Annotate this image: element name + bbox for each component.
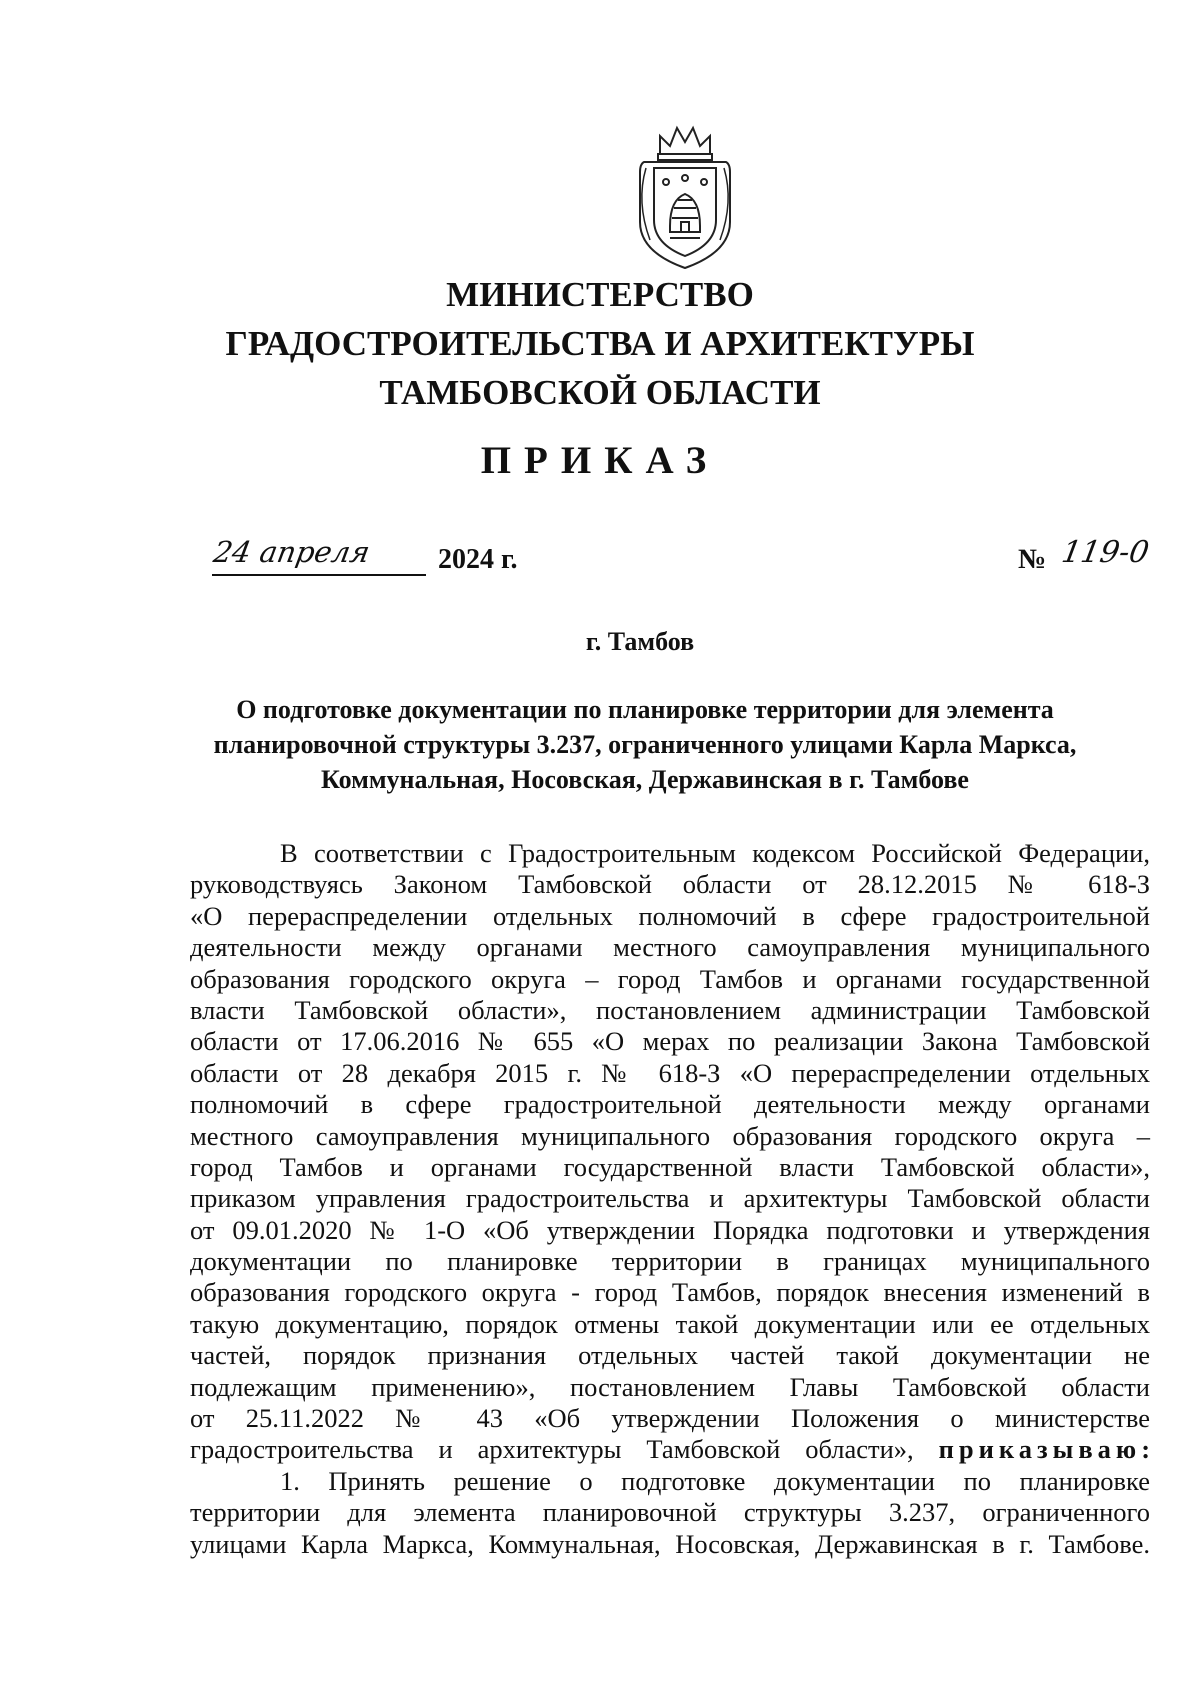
city-name: г. Тамбов: [585, 627, 695, 656]
body-line: местного самоуправления муниципального образования городского округа –: [190, 1120, 1150, 1151]
body-last-line-text: градостроительства и архитектуры Тамбовской области»,: [190, 1434, 914, 1465]
item-1-line: улицами Карла Маркса, Коммунальная, Носовская, Державинская в г. Тамбове.: [190, 1528, 1150, 1559]
body-line: приказом управления градостроительства и архитектуры Тамбовской области: [190, 1183, 1150, 1214]
body-line: частей, порядок признания отдельных частей такой документации не: [190, 1340, 1150, 1371]
body-line: полномочий в сфере градостроительной деятельности между органами: [190, 1089, 1150, 1120]
order-verb-emphasis: приказываю: [938, 1434, 1142, 1465]
body-line: от 09.01.2020 № 1-О «Об утверждении Порядка подготовки и утверждения: [190, 1214, 1150, 1245]
number-sign: №: [1018, 544, 1047, 575]
body-line: деятельности между органами местного самоуправления муниципального: [190, 932, 1150, 963]
tambov-coat-of-arms-icon: [630, 122, 740, 272]
document-type-title: ПРИКАЗ: [480, 439, 720, 482]
ministry-line-2: ГРАДОСТРОИТЕЛЬСТВА И АРХИТЕКТУРЫ: [225, 324, 975, 363]
date-underline: [212, 574, 426, 576]
order-body: [190, 838, 1150, 1560]
handwritten-number: 119-0: [1058, 535, 1152, 570]
item-1-line: 1. Принять решение о подготовке документации по планировке: [280, 1465, 1150, 1496]
subject-line: планировочной структуры 3.237, ограниченного улицами Карла Маркса,: [213, 730, 1077, 759]
subject-line: О подготовке документации по планировке территории для элемента: [236, 695, 1054, 724]
body-line: образования городского округа - город Тамбов, порядок внесения изменений в: [190, 1277, 1150, 1308]
body-line: образования городского округа – город Тамбов и органами государственной: [190, 963, 1150, 994]
body-line: город Тамбов и органами государственной власти Тамбовской области»,: [190, 1151, 1150, 1182]
body-line: области от 17.06.2016 № 655 «О мерах по реализации Закона Тамбовской: [190, 1026, 1150, 1057]
ministry-name: [150, 270, 1050, 417]
body-line: документации по планировке территории в границах муниципального: [190, 1246, 1150, 1277]
body-line: области от 28 декабря 2015 г. № 618-З «О перераспределении отдельных: [190, 1057, 1150, 1088]
ministry-line-3: ТАМБОВСКОЙ ОБЛАСТИ: [379, 373, 821, 412]
body-line: В соответствии с Градостроительным кодексом Российской Федерации,: [280, 838, 1150, 868]
body-line: такую документацию, порядок отмены такой документации или ее отдельных: [190, 1308, 1150, 1339]
subject-line: Коммунальная, Носовская, Державинская в г. Тамбове: [321, 765, 969, 794]
body-line: власти Тамбовской области», постановлением администрации Тамбовской: [190, 994, 1150, 1025]
item-1-line: территории для элемента планировочной структуры 3.237, ограниченного: [190, 1497, 1150, 1528]
body-line: руководствуясь Законом Тамбовской области от 28.12.2015 № 618-З: [190, 869, 1150, 900]
date-number-row: [190, 535, 1150, 585]
body-last-line: [190, 1434, 1150, 1465]
ministry-line-1: МИНИСТЕРСТВО: [446, 275, 754, 314]
handwritten-date: 24 апреля: [211, 535, 373, 569]
date-year: 2024 г.: [438, 544, 518, 575]
order-verb-colon: :: [1141, 1434, 1151, 1465]
body-line: «О перераспределении отдельных полномочий в сфере градостроительной: [190, 900, 1150, 931]
body-line: подлежащим применению», постановлением Главы Тамбовской области: [190, 1371, 1150, 1402]
body-line: от 25.11.2022 № 43 «Об утверждении Положения о министерстве: [190, 1403, 1150, 1434]
order-subject: [160, 692, 1130, 797]
